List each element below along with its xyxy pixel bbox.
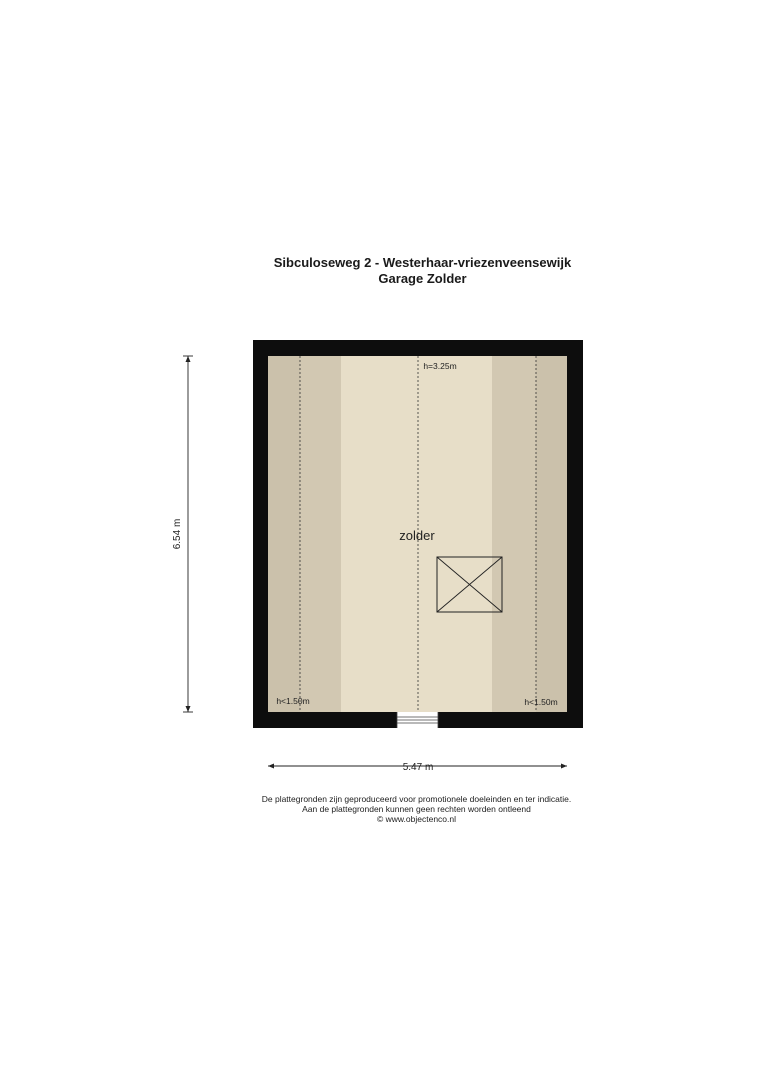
lowest-zone-right (536, 356, 567, 712)
window-icon (397, 712, 438, 728)
copyright-line: © www.objectenco.nl (376, 814, 457, 824)
plan-subtitle: Garage Zolder (378, 271, 467, 286)
ceiling-height-right: h<1.50m (524, 697, 558, 707)
room-label: zolder (399, 528, 435, 543)
plan-title: Sibculoseweg 2 - Westerhaar-vriezenveensewijk (273, 255, 572, 270)
height-dimension-label: 6.54 m (172, 518, 183, 550)
disclaimer-line-1: De plattegronden zijn geproduceerd voor promotionele doeleinden en ter indicatie. (261, 794, 572, 804)
ceiling-height-center: h=3.25m (423, 361, 457, 371)
height-dimension-line (183, 356, 193, 712)
lowest-zone-left (268, 356, 300, 712)
disclaimer-line-2: Aan de plattegronden kunnen geen rechten worden ontleend (302, 804, 531, 814)
width-dimension-label: 5.47 m (402, 762, 434, 773)
ceiling-height-left: h<1.50m (276, 696, 310, 706)
